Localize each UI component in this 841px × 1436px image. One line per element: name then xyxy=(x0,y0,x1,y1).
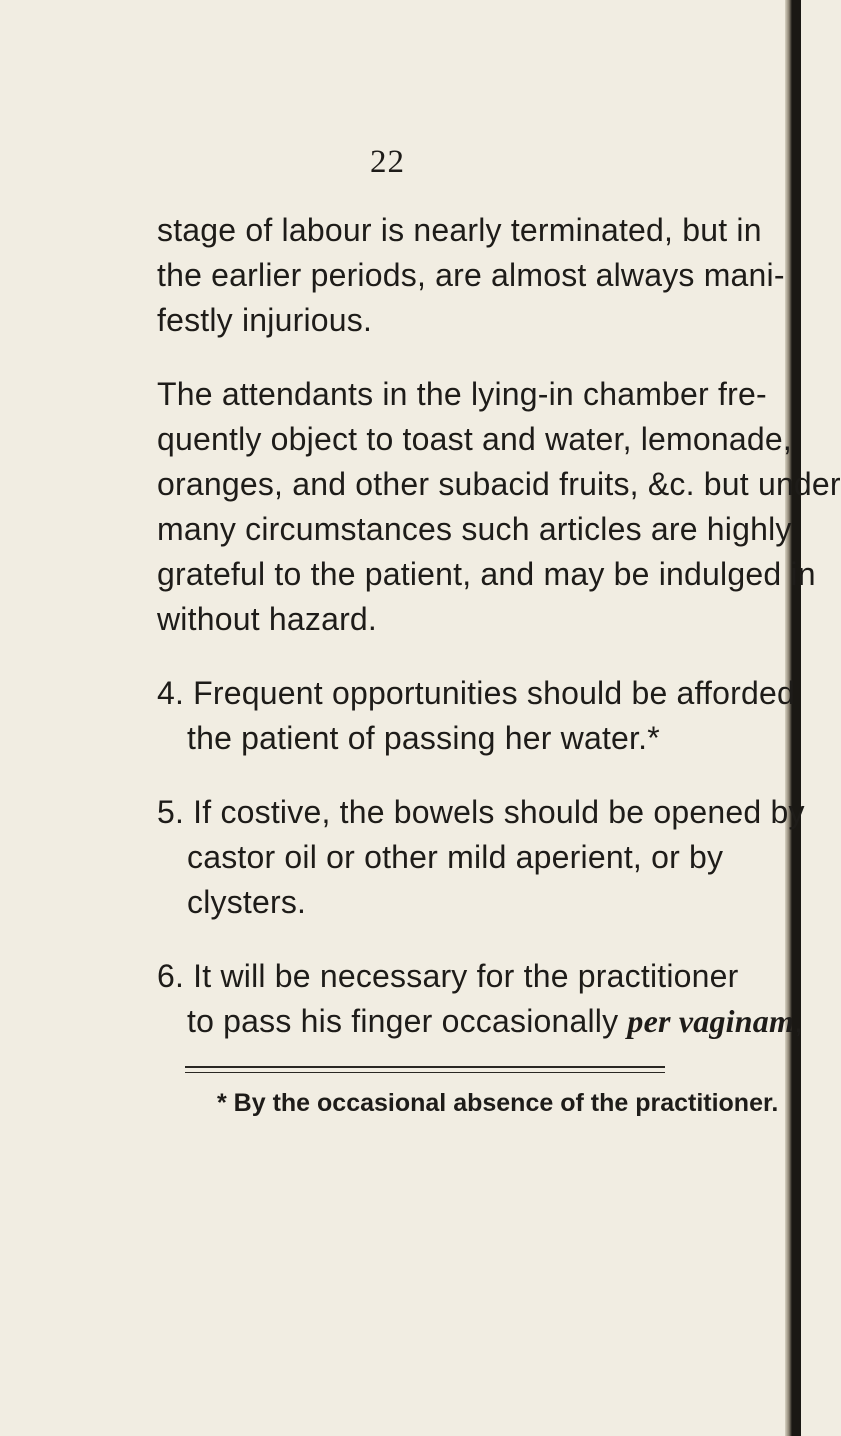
text-line: festly injurious. xyxy=(157,302,373,338)
text-line: oranges, and other subacid fruits, &c. but under xyxy=(157,466,841,502)
text-line: the earlier periods, are almost always mani- xyxy=(157,257,785,293)
latin-phrase: per vaginam xyxy=(627,1003,795,1039)
book-spine-edge xyxy=(785,0,804,1436)
footnote: * By the occasional absence of the practitioner. xyxy=(217,1089,779,1117)
text-run: to pass his finger occasionally xyxy=(187,1003,628,1039)
numbered-item-line xyxy=(187,1001,803,1041)
numbered-item-line: castor oil or other mild aperient, or by xyxy=(187,839,724,875)
footnote-rule xyxy=(185,1066,665,1068)
page-number: 22 xyxy=(370,144,405,180)
text-line: stage of labour is nearly terminated, but in xyxy=(157,212,762,248)
text-run: , xyxy=(794,1003,804,1039)
text-line: The attendants in the lying-in chamber fre- xyxy=(157,376,767,412)
numbered-item-line: clysters. xyxy=(187,884,307,920)
text-line: grateful to the patient, and may be indulged in xyxy=(157,556,816,592)
numbered-item-line: 5. If costive, the bowels should be opened by xyxy=(157,794,805,830)
numbered-item-line: the patient of passing her water.* xyxy=(187,720,660,756)
text-line: without hazard. xyxy=(157,601,378,637)
footnote-rule xyxy=(185,1072,665,1073)
numbered-item-line: 4. Frequent opportunities should be afforded xyxy=(157,675,795,711)
text-line: quently object to toast and water, lemonade, xyxy=(157,421,792,457)
numbered-item-line: 6. It will be necessary for the practitioner xyxy=(157,958,739,994)
text-line: many circumstances such articles are highly xyxy=(157,511,792,547)
